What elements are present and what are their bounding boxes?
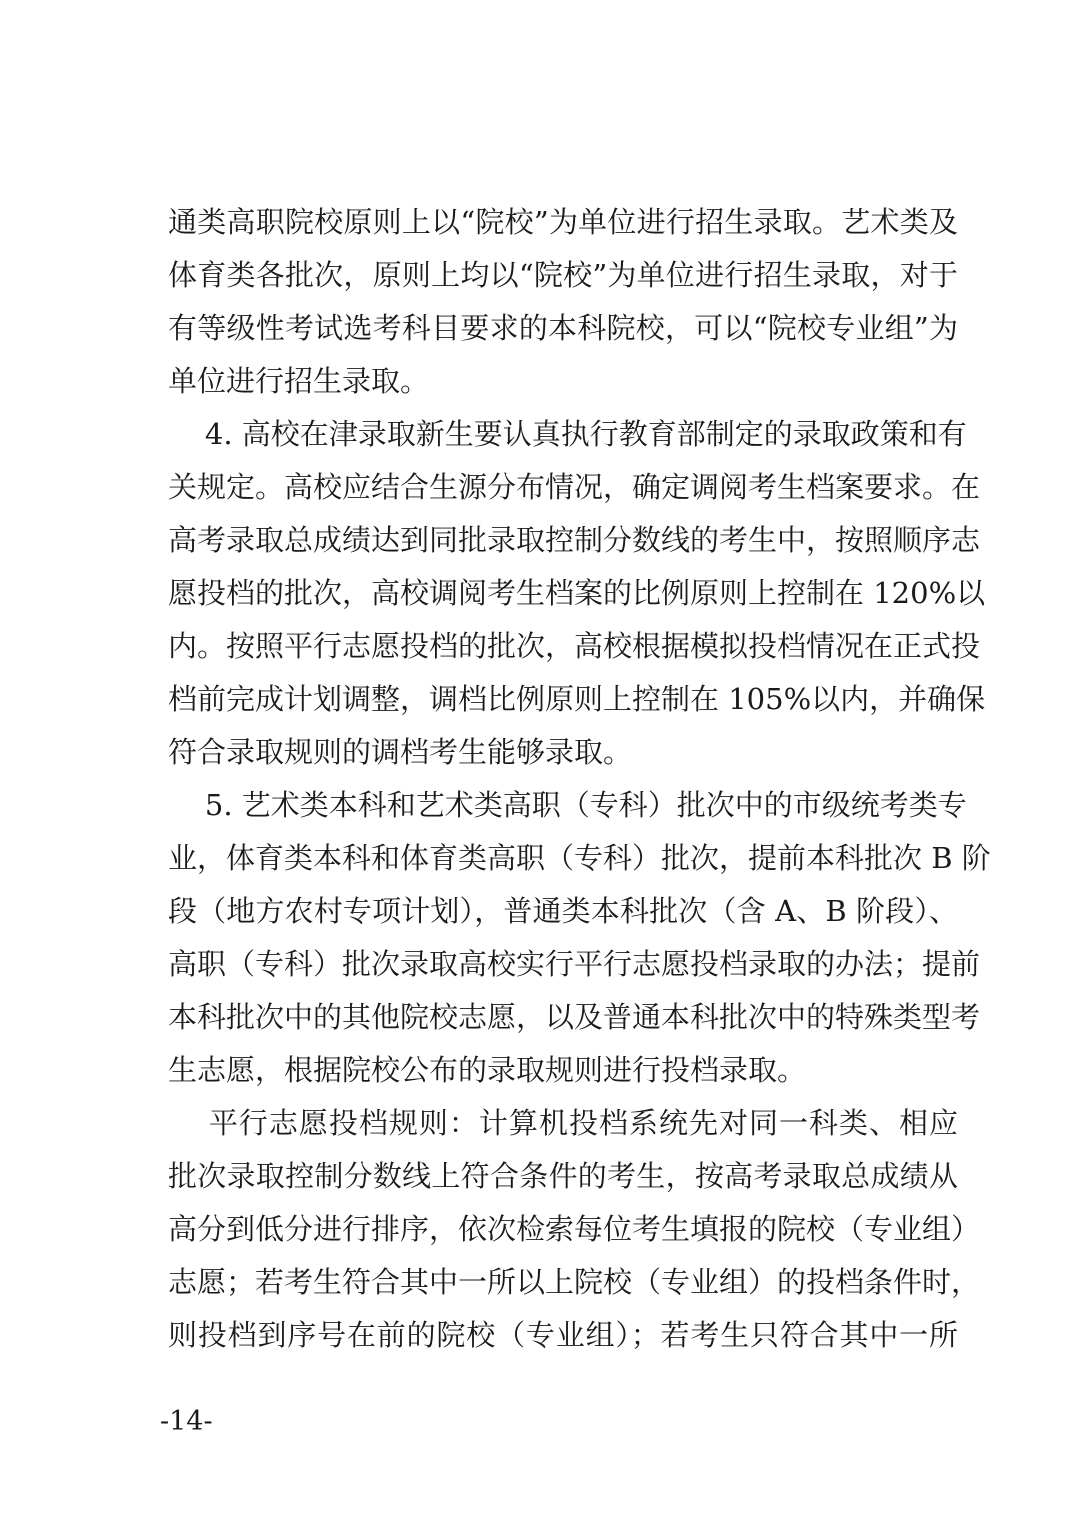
text-line: 有等级性考试选考科目要求的本科院校，可以“院校专业组”为 <box>168 311 958 345</box>
text-line: 则投档到序号在前的院校（专业组）；若考生只符合其中一所 <box>168 1318 958 1352</box>
text-line: 本科批次中的其他院校志愿，以及普通本科批次中的特殊类型考 <box>168 1000 981 1034</box>
text-line: 批次录取控制分数线上符合条件的考生，按高考录取总成绩从 <box>168 1159 958 1193</box>
text-line: 档前完成计划调整，调档比例原则上控制在 105%以内，并确保 <box>168 682 986 716</box>
text-line: 高分到低分进行排序，依次检索每位考生填报的院校（专业组） <box>168 1212 981 1246</box>
document-body <box>168 196 991 1362</box>
text-line: 高考录取总成绩达到同批录取控制分数线的考生中，按照顺序志 <box>168 523 981 557</box>
text-line: 单位进行招生录取。 <box>168 364 430 398</box>
text-line: 通类高职院校原则上以“院校”为单位进行招生录取。艺术类及 <box>168 205 958 239</box>
text-line: 愿投档的批次，高校调阅考生档案的比例原则上控制在 120%以 <box>168 576 986 610</box>
text-line: 志愿；若考生符合其中一所以上院校（专业组）的投档条件时， <box>168 1265 981 1299</box>
text-line: 5. 艺术类本科和艺术类高职（专科）批次中的市级统考类专 <box>168 788 967 822</box>
paragraph-1 <box>168 196 958 408</box>
text-line: 关规定。高校应结合生源分布情况，确定调阅考生档案要求。在 <box>168 470 981 504</box>
page-number: -14- <box>160 1406 213 1437</box>
text-line: 4. 高校在津录取新生要认真执行教育部制定的录取政策和有 <box>168 417 967 451</box>
text-line: 高职（专科）批次录取高校实行平行志愿投档录取的办法；提前 <box>168 947 981 981</box>
text-line: 生志愿，根据院校公布的录取规则进行投档录取。 <box>168 1053 807 1087</box>
text-line: 符合录取规则的调档考生能够录取。 <box>168 735 633 769</box>
text-line: 业，体育类本科和体育类高职（专科）批次，提前本科批次 B 阶 <box>168 841 991 875</box>
text-line: 内。按照平行志愿投档的批次，高校根据模拟投档情况在正式投 <box>168 629 981 663</box>
paragraph-4 <box>168 1097 981 1362</box>
paragraph-3 <box>168 779 991 1097</box>
paragraph-2 <box>168 408 986 779</box>
text-line: 体育类各批次，原则上均以“院校”为单位进行招生录取，对于 <box>168 258 958 292</box>
text-line: 平行志愿投档规则：计算机投档系统先对同一科类、相应 <box>168 1106 958 1140</box>
text-line: 段（地方农村专项计划），普通类本科批次（含 A、B 阶段）、 <box>168 894 958 928</box>
